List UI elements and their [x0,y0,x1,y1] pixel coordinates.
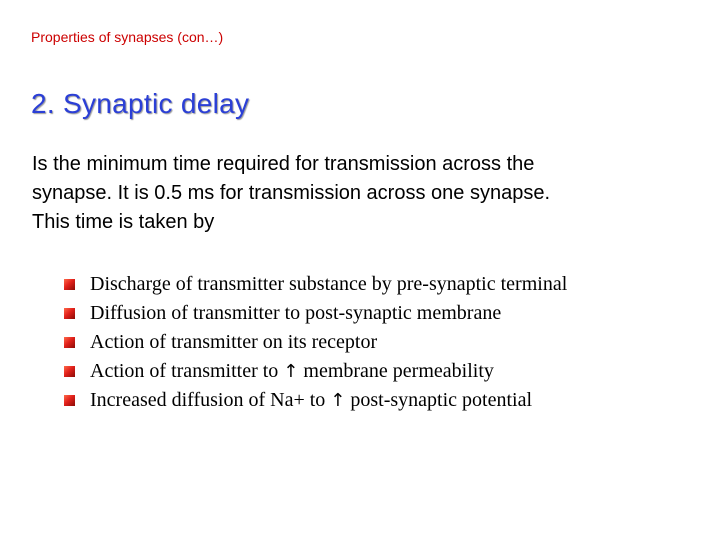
slide-title: 2. Synaptic delay [31,88,250,119]
red-square-bullet-icon [64,279,75,290]
intro-line-3: This time is taken by [32,211,215,233]
up-arrow-icon: ↑ [283,361,299,382]
bullet-text-before: Action of transmitter to [90,360,279,382]
bullet-item [64,386,624,415]
bullet-text-after: post-synaptic potential [350,389,533,411]
up-arrow-icon: ↑ [330,390,346,411]
bullet-item [64,299,624,328]
bullet-list [64,270,624,415]
bullet-text-after: membrane permeability [303,360,494,382]
intro-line-2: synapse. It is 0.5 ms for transmission across one synapse. [32,182,550,204]
red-square-bullet-icon [64,308,75,319]
red-square-bullet-icon [64,395,75,406]
bullet-text: Action of transmitter on its receptor [90,331,378,353]
intro-line-1: Is the minimum time required for transmission across the [32,153,535,175]
bullet-text: Diffusion of transmitter to post-synaptic membrane [90,302,502,324]
bullet-text-before: Increased diffusion of Na+ to [90,389,326,411]
slide-header: Properties of synapses (con…) [31,29,224,45]
intro-paragraph [32,150,692,237]
bullet-item [64,328,624,357]
red-square-bullet-icon [64,337,75,348]
bullet-text: Discharge of transmitter substance by pre-synaptic terminal [90,273,568,295]
red-square-bullet-icon [64,366,75,377]
bullet-item [64,357,624,386]
bullet-item [64,270,624,299]
